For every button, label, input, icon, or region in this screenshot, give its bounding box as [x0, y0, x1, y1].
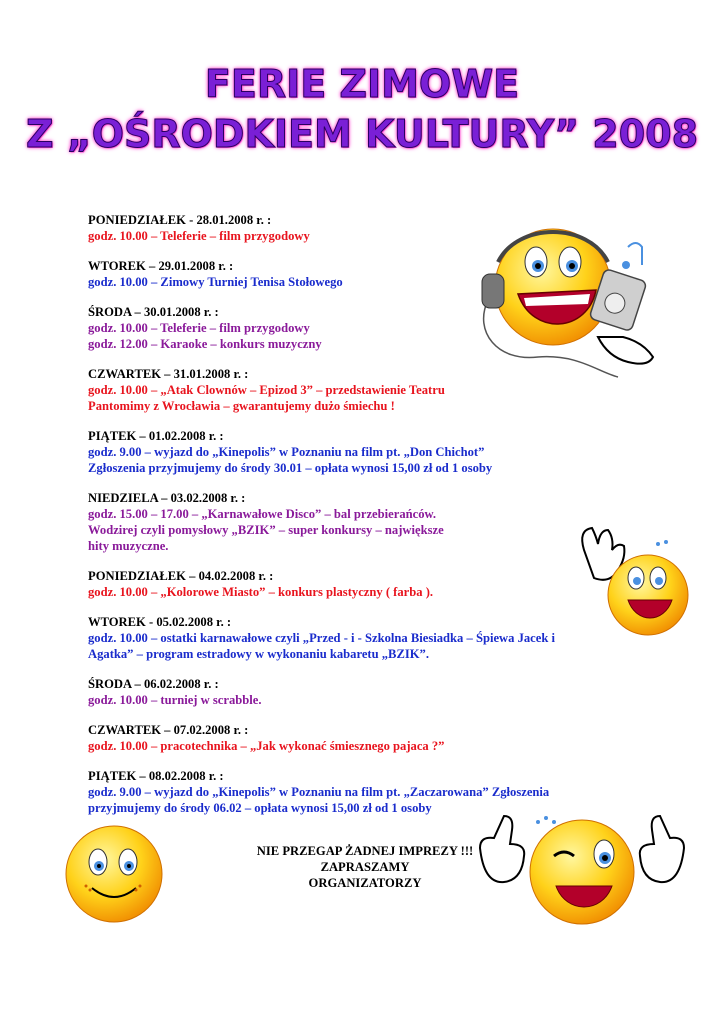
entry-event-line: przyjmujemy do środy 06.02 – opłata wynosi 15,00 zł od 1 osoby	[88, 801, 432, 815]
entry-event-line: Wodzirej czyli pomysłowy „BZIK” – super konkursy – największe	[88, 523, 444, 537]
entry-event-line: hity muzyczne.	[88, 539, 169, 553]
entry-event-line: godz. 10.00 – pracotechnika – „Jak wykonać śmiesznego pajaca ?”	[88, 739, 445, 753]
smiley-waving-icon	[576, 520, 696, 640]
entry-day-heading: ŚRODA – 30.01.2008 r. :	[88, 305, 219, 319]
entry-event-line: godz. 9.00 – wyjazd do „Kinepolis” w Poznaniu na film pt. „Zaczarowana” Zgłoszenia	[88, 785, 550, 799]
page-title-line-1: FERIE ZIMOWE	[204, 62, 520, 106]
footer-line-3: ORGANIZATORZY	[308, 876, 422, 890]
entry-event-line: godz. 10.00 – „Atak Clownów – Epizod 3” – przedstawienie Teatru	[88, 383, 445, 397]
entry-day-heading: PIĄTEK – 01.02.2008 r. :	[88, 429, 224, 443]
entry-event-line: godz. 10.00 – „Kolorowe Miasto” – konkurs plastyczny ( farba ).	[88, 585, 434, 599]
smiley-winking-thumbs-up-icon	[470, 808, 694, 930]
schedule-entry	[88, 614, 608, 662]
entry-event-line: Zgłoszenia przyjmujemy do środy 30.01 – opłata wynosi 15,00 zł od 1 osoby	[88, 461, 493, 475]
schedule-entry	[88, 722, 608, 754]
entry-day-heading: CZWARTEK – 07.02.2008 r. :	[88, 723, 249, 737]
entry-event-line: godz. 10.00 – Zimowy Turniej Tenisa Stołowego	[88, 275, 343, 289]
entry-day-heading: PIĄTEK – 08.02.2008 r. :	[88, 769, 224, 783]
entry-event-line: Agatka” – program estradowy w wykonaniu kabaretu „BZIK”.	[88, 647, 430, 661]
smiley-headphones-icon	[478, 222, 668, 382]
entry-event-line: godz. 10.00 – turniej w scrabble.	[88, 693, 262, 707]
entry-event-line: godz. 15.00 – 17.00 – „Karnawałowe Disco” – bal przebierańców.	[88, 507, 437, 521]
schedule-entry	[88, 676, 608, 708]
entry-event-line: Pantomimy z Wrocławia – gwarantujemy dużo śmiechu !	[88, 399, 395, 413]
footer-line-2: ZAPRASZAMY	[320, 860, 410, 874]
smiley-face-icon	[62, 822, 166, 926]
entry-day-heading: PONIEDZIAŁEK – 04.02.2008 r. :	[88, 569, 274, 583]
entry-day-heading: PONIEDZIAŁEK - 28.01.2008 r. :	[88, 213, 272, 227]
entry-event-line: godz. 9.00 – wyjazd do „Kinepolis” w Poznaniu na film pt. „Don Chichot”	[88, 445, 485, 459]
entry-day-heading: WTOREK - 05.02.2008 r. :	[88, 615, 232, 629]
footer-note	[230, 843, 500, 891]
entry-day-heading: ŚRODA – 06.02.2008 r. :	[88, 677, 219, 691]
entry-event-line: godz. 10.00 – Teleferie – film przygodowy	[88, 321, 310, 335]
schedule-entry	[88, 568, 608, 600]
entry-event-line: godz. 10.00 – Teleferie – film przygodowy	[88, 229, 310, 243]
entry-event-line: godz. 10.00 – ostatki karnawałowe czyli „Przed - i - Szkolna Biesiadka – Śpiewa Jacek i	[88, 631, 556, 645]
schedule-entry	[88, 490, 608, 554]
entry-event-line: godz. 12.00 – Karaoke – konkurs muzyczny	[88, 337, 322, 351]
schedule-entry	[88, 428, 608, 476]
page-title-line-2: Z „OŚRODKIEM KULTURY” 2008	[25, 112, 699, 156]
entry-day-heading: NIEDZIELA – 03.02.2008 r. :	[88, 491, 246, 505]
footer-line-1: NIE PRZEGAP ŻADNEJ IMPREZY !!!	[256, 844, 474, 858]
entry-day-heading: CZWARTEK – 31.01.2008 r. :	[88, 367, 249, 381]
entry-day-heading: WTOREK – 29.01.2008 r. :	[88, 259, 234, 273]
